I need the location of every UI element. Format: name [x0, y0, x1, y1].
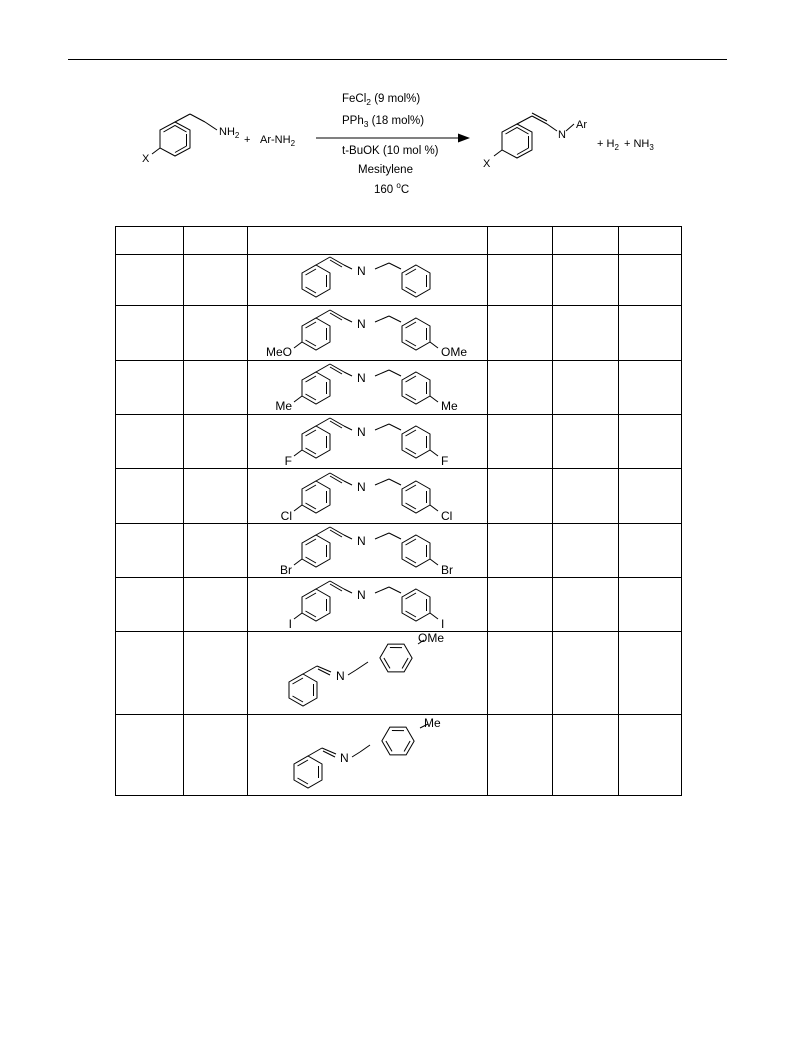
- structure-cell: [248, 361, 488, 415]
- imine-n-label: N: [340, 751, 349, 765]
- imine-structure-iodo: [248, 578, 487, 631]
- reactant-nh2-label: $NH_2$: [219, 126, 240, 140]
- header-cell-4: [488, 227, 553, 255]
- table-row: [116, 632, 682, 715]
- imine-n-label: N: [336, 669, 345, 683]
- reaction-scheme: [0, 0, 793, 230]
- header-cell-2: [184, 227, 248, 255]
- left-substituent: Me: [275, 399, 292, 413]
- product-x-label: X: [483, 158, 491, 170]
- table-row: [116, 524, 682, 578]
- svg-text:N: N: [357, 534, 366, 548]
- right-substituent: F: [441, 454, 449, 468]
- structure-cell: [248, 632, 488, 715]
- svg-text:N: N: [357, 425, 366, 439]
- aryl-substituent: OMe: [418, 632, 445, 645]
- imine-structure-methyl: [248, 361, 487, 414]
- right-substituent: Cl: [441, 509, 453, 523]
- n-aryl-imine-methoxy: [248, 632, 487, 714]
- table-row: [116, 361, 682, 415]
- svg-text:N: N: [357, 480, 366, 494]
- header-cell-6: [619, 227, 682, 255]
- right-substituent: Me: [441, 399, 458, 413]
- substrate-table: [115, 226, 682, 796]
- structure-cell: [248, 469, 488, 524]
- catalyst-fecl2: FeCl$_2$ (9 mol%): [342, 93, 421, 107]
- imine-structure-methoxy: [248, 306, 487, 360]
- right-substituent: OMe: [441, 345, 468, 359]
- structure-cell: [248, 255, 488, 306]
- product-benzene-ring: [502, 124, 532, 158]
- structure-cell: [248, 306, 488, 361]
- structure-cell: [248, 578, 488, 632]
- imine-structure-fluoro: [248, 415, 487, 468]
- product-n-label: N: [558, 129, 566, 141]
- byproduct-h2: + $H_2$: [597, 138, 619, 152]
- header-cell-1: [116, 227, 184, 255]
- imine-structure-bromo: [248, 524, 487, 577]
- temperature: 160 $^o$C: [374, 181, 410, 196]
- arrow-head: [458, 134, 470, 143]
- reaction-scheme-svg: [0, 0, 793, 230]
- left-substituent: Br: [280, 563, 292, 577]
- reactant-x-label: X: [142, 153, 150, 165]
- product-ar-label: Ar: [576, 119, 587, 131]
- left-substituent: F: [284, 454, 292, 468]
- header-cell-3: [248, 227, 488, 255]
- n-aryl-imine-methyl: [248, 715, 487, 795]
- imine-structure: [248, 255, 487, 305]
- base-tbuok: t-BuOK (10 mol %): [342, 145, 439, 157]
- table-row: [116, 255, 682, 306]
- structure-cell: [248, 715, 488, 796]
- left-substituent: I: [288, 617, 292, 631]
- table-row: [116, 578, 682, 632]
- right-substituent: I: [441, 617, 445, 631]
- left-substituent: Cl: [280, 509, 292, 523]
- header-cell-5: [553, 227, 619, 255]
- svg-text:N: N: [357, 371, 366, 385]
- plus-sign: +: [244, 134, 251, 146]
- imine-structure-chloro: [248, 469, 487, 523]
- reactant-benzene-ring: [160, 122, 190, 156]
- ar-nh2-label: $Ar-NH_2$: [260, 134, 296, 148]
- structure-cell: [248, 524, 488, 578]
- svg-text:N: N: [357, 317, 366, 331]
- svg-text:N: N: [357, 588, 366, 602]
- imine-n-label: N: [357, 264, 366, 278]
- aryl-substituent: Me: [424, 716, 441, 730]
- byproduct-nh3: + $NH_3$: [624, 138, 654, 152]
- table-row: [116, 306, 682, 361]
- structure-cell: [248, 415, 488, 469]
- table-row: [116, 415, 682, 469]
- solvent-mesitylene: Mesitylene: [358, 164, 413, 176]
- right-substituent: Br: [441, 563, 453, 577]
- left-substituent: MeO: [265, 345, 292, 359]
- ligand-pph3: PPh$_3$ (18 mol%): [342, 115, 425, 129]
- table-row: [116, 469, 682, 524]
- table-header-row: [116, 227, 682, 255]
- table-row: [116, 715, 682, 796]
